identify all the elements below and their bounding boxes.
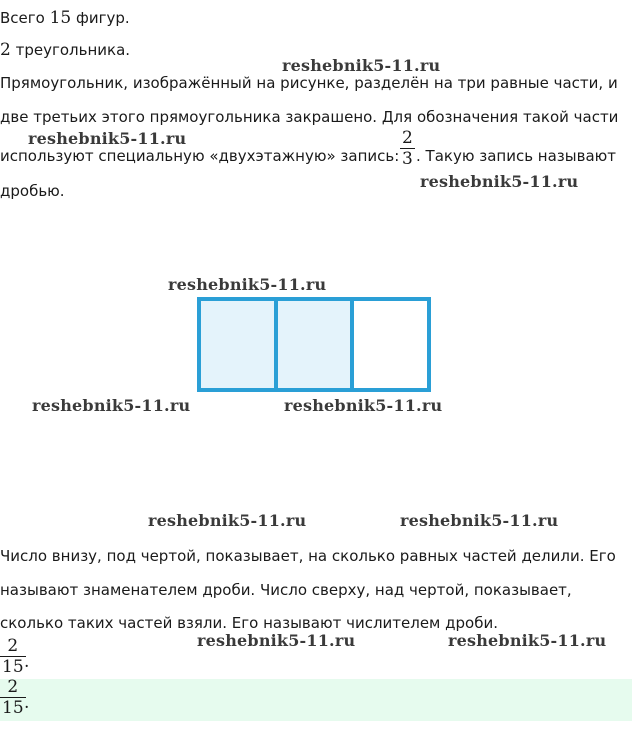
paragraph-line: две третьих этого прямоугольника закрашено. Для обозначения такой части (0, 108, 619, 126)
paragraph-line: называют знаменателем дроби. Число сверху, над чертой, показывает, (0, 581, 572, 599)
paragraph-line: Число внизу, под чертой, показывает, на сколько равных частей делили. Его (0, 547, 616, 565)
rectangle-part-empty (354, 301, 427, 388)
period: . (24, 693, 30, 713)
paragraph-line (416, 146, 616, 166)
paragraph-line: Прямоугольник, изображённый на рисунке, разделён на три равные части, и (0, 74, 618, 92)
watermark: reshebnik5-11.ru (32, 396, 191, 415)
inline-fraction (400, 128, 415, 169)
watermark: reshebnik5-11.ru (168, 275, 327, 294)
fraction-numerator: 2 (402, 128, 413, 148)
watermark: reshebnik5-11.ru (197, 631, 356, 650)
total-prefix: Всего (0, 9, 50, 27)
highlighted-answer (0, 679, 632, 721)
rectangle-part-filled (278, 301, 355, 388)
watermark: reshebnik5-11.ru (148, 511, 307, 530)
paragraph-text: . Такую запись называют (416, 147, 617, 165)
watermark: reshebnik5-11.ru (448, 631, 607, 650)
answer-fraction (0, 636, 26, 677)
watermark: reshebnik5-11.ru (420, 172, 579, 191)
watermark: reshebnik5-11.ru (28, 129, 187, 148)
total-suffix: фигур. (71, 9, 130, 27)
paragraph-line: дробью. (0, 182, 65, 200)
fraction-denominator: 15 (2, 657, 24, 677)
watermark: reshebnik5-11.ru (282, 56, 441, 75)
answer-fraction-highlighted (0, 677, 26, 718)
fraction-numerator: 2 (7, 636, 19, 656)
fraction-denominator: 15 (2, 698, 24, 718)
watermark: reshebnik5-11.ru (400, 511, 559, 530)
paragraph-line: сколько таких частей взяли. Его называют числителем дроби. (0, 614, 498, 632)
period: . (24, 652, 30, 672)
paragraph-text: используют специальную «двухэтажную» запись: (0, 147, 400, 165)
watermark: reshebnik5-11.ru (284, 396, 443, 415)
triangles-number: 2 (0, 40, 11, 60)
fraction-numerator: 2 (7, 677, 19, 697)
rectangle-part-filled (201, 301, 278, 388)
total-figures-line (0, 8, 130, 28)
total-number: 15 (49, 8, 72, 28)
fraction-denominator: 3 (402, 149, 413, 169)
paragraph-line (0, 146, 399, 166)
triangles-suffix: треугольника. (10, 41, 131, 59)
triangles-line (0, 40, 130, 60)
divided-rectangle (197, 297, 431, 392)
